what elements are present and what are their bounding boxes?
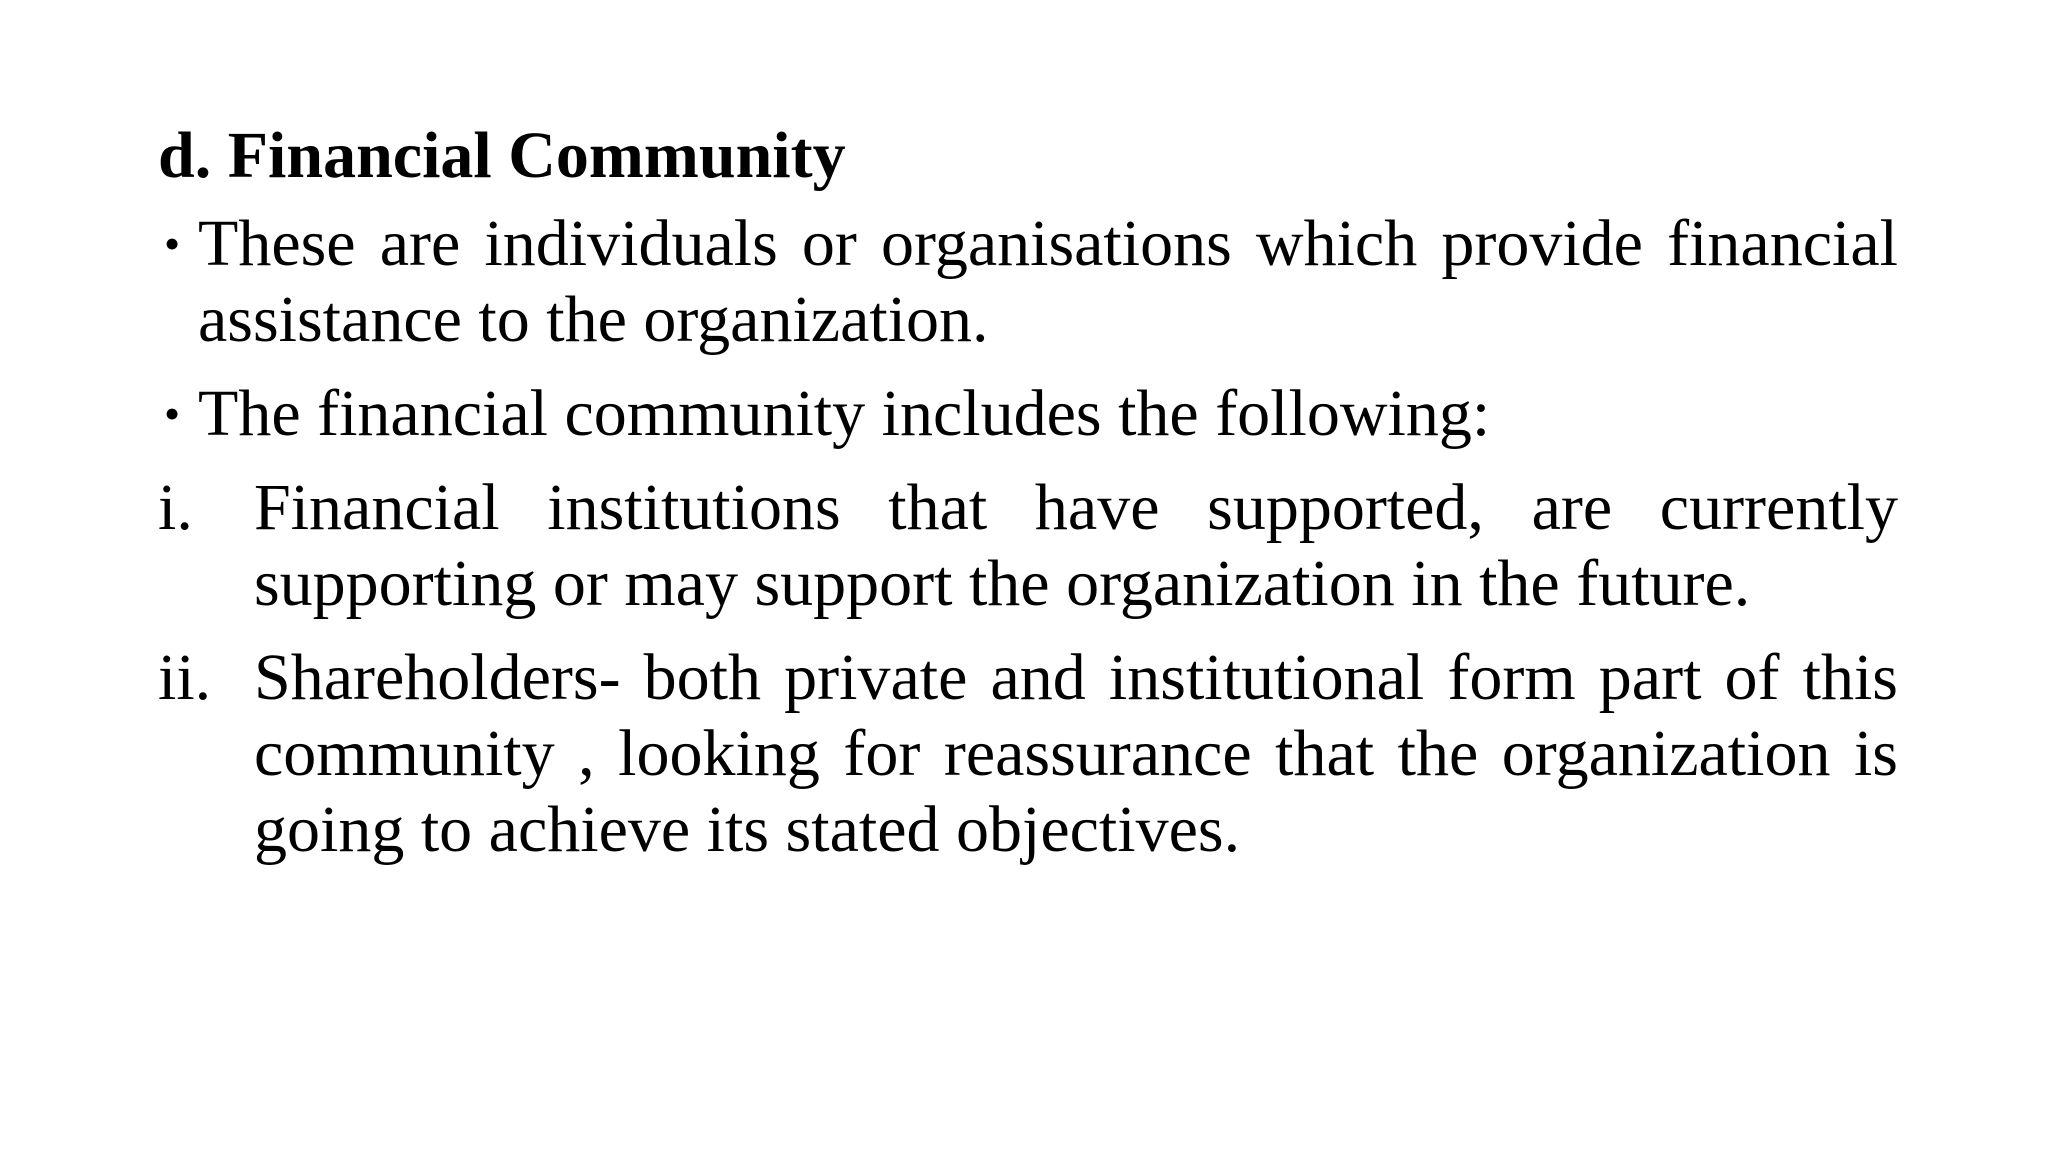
bullet-text: These are individuals or organisations which provide financial assistance to the organization. bbox=[198, 207, 1898, 356]
slide-content bbox=[158, 118, 1898, 886]
bullet-text: The financial community includes the following: bbox=[198, 377, 1491, 450]
bullet-icon: • bbox=[164, 218, 181, 269]
numbered-item bbox=[158, 470, 1898, 622]
numbered-item bbox=[158, 640, 1898, 868]
bullet-item bbox=[158, 376, 1898, 452]
bullet-icon: • bbox=[164, 388, 181, 439]
numbered-text: Financial institutions that have supported, are currently supporting or may support the organization in the future. bbox=[254, 471, 1898, 620]
numbered-text: Shareholders- both private and institutional form part of this community , looking for reassurance that the organization is going to achieve its stated objectives. bbox=[254, 641, 1898, 866]
list-number: ii. bbox=[158, 641, 212, 714]
list-number: i. bbox=[158, 471, 193, 544]
section-heading: d. Financial Community bbox=[158, 119, 846, 192]
bullet-item bbox=[158, 206, 1898, 358]
